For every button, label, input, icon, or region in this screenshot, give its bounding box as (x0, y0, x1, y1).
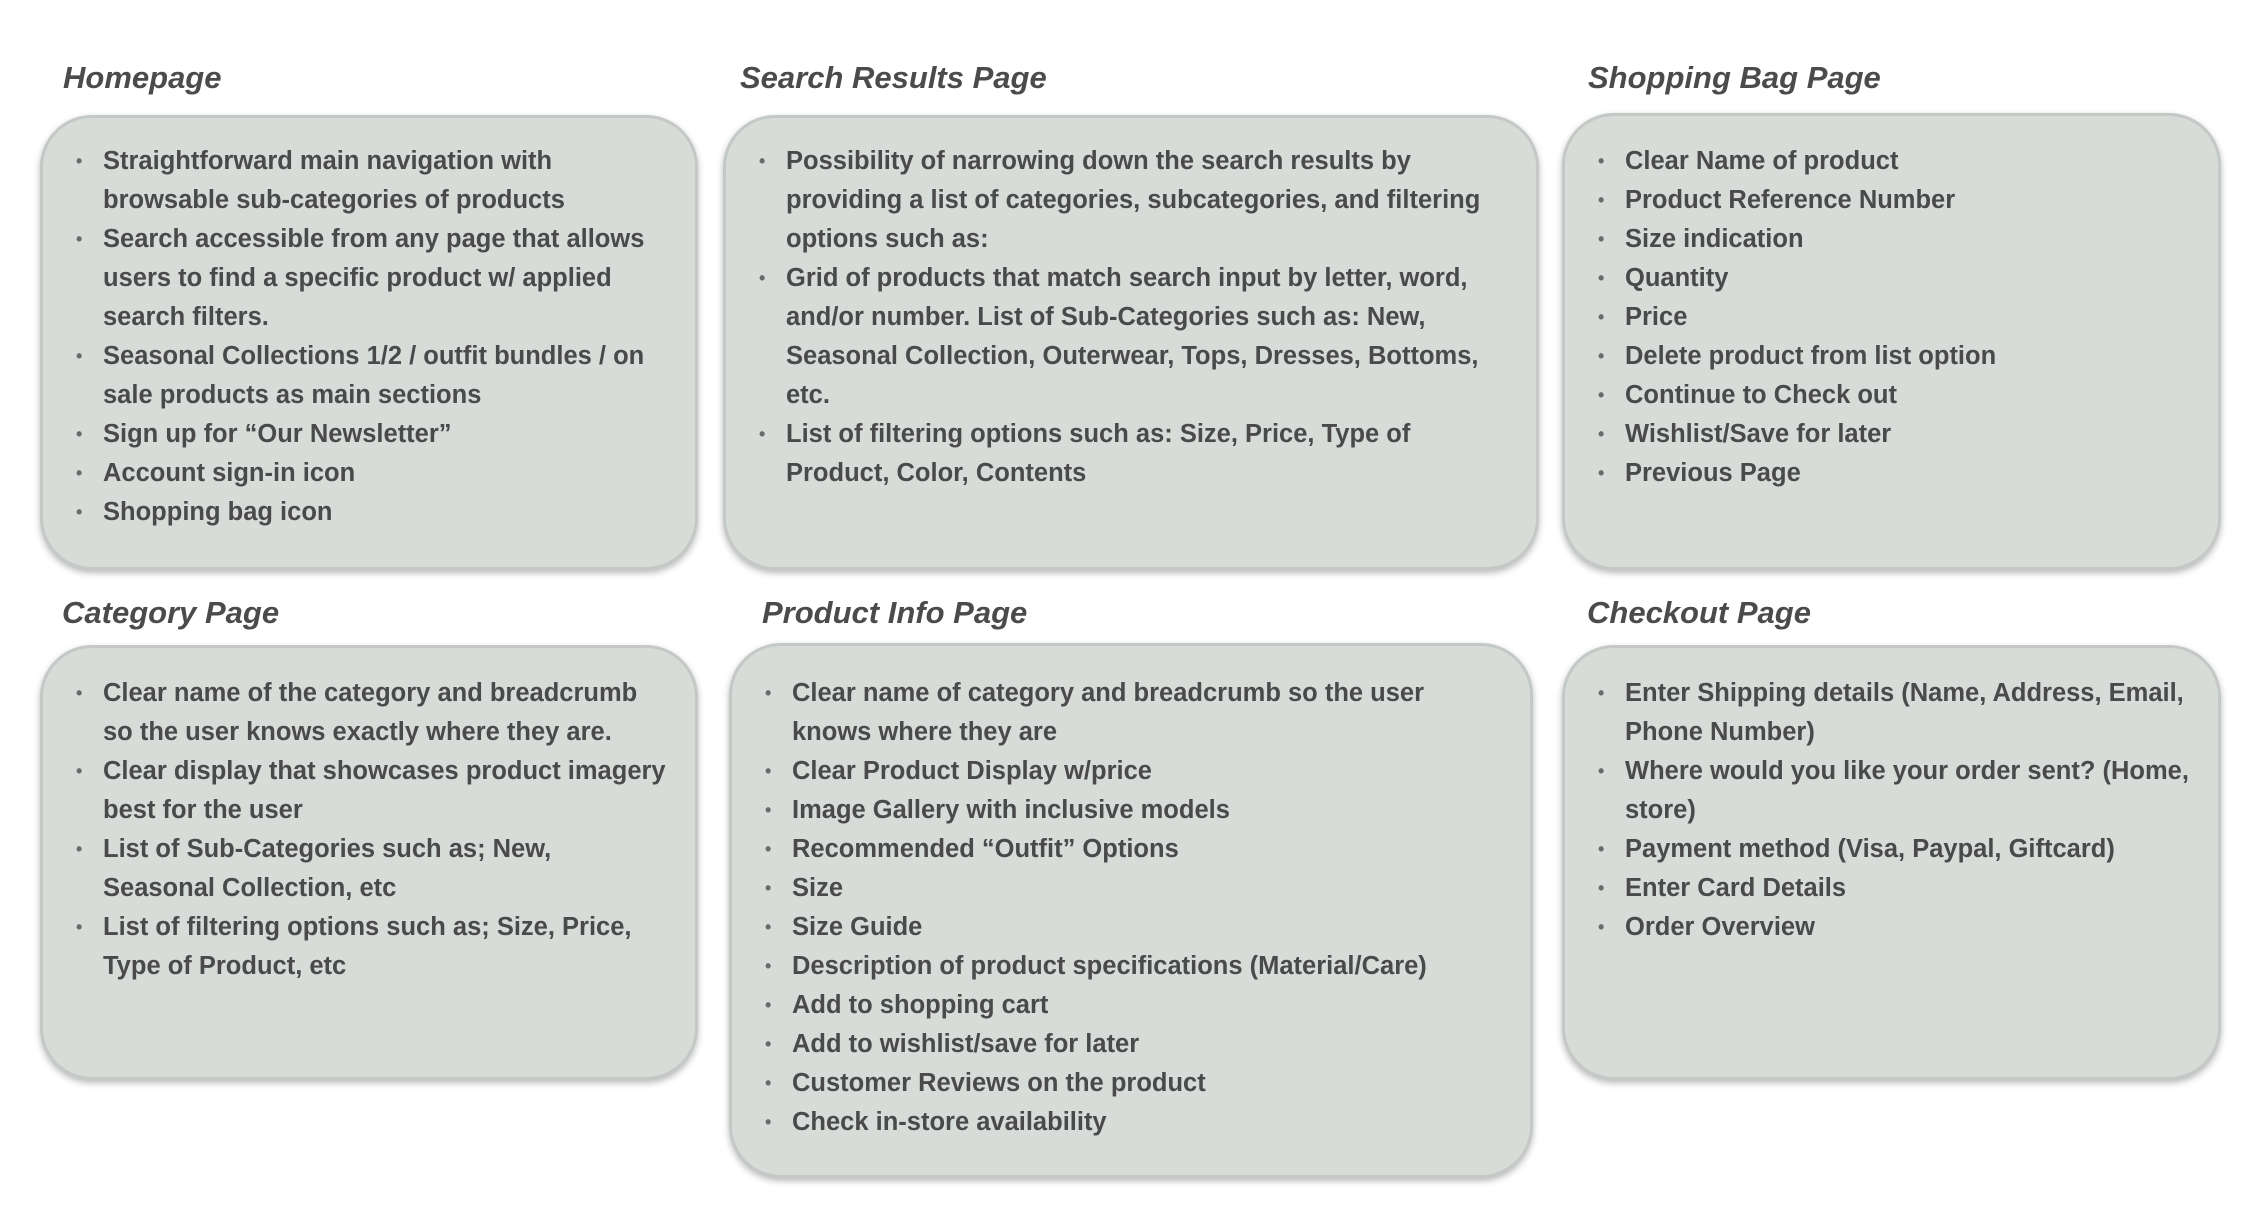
shopping-bag-list (1565, 142, 2190, 493)
list-item: • Previous Page (1565, 454, 2190, 493)
list-item: • Size Guide (732, 908, 1500, 947)
category-list (43, 674, 667, 986)
list-item: • Quantity (1565, 259, 2190, 298)
list-item: • Seasonal Collections 1/2 / outfit bundles / on sale products as main sections (43, 337, 665, 415)
product-info-card (729, 643, 1533, 1178)
list-item: • Size indication (1565, 220, 2190, 259)
list-item: • Recommended “Outfit” Options (732, 830, 1500, 869)
shopping-bag-card (1562, 113, 2221, 570)
list-item: • Order Overview (1565, 908, 2196, 947)
list-item: • Clear display that showcases product imagery best for the user (43, 752, 667, 830)
list-item: • Where would you like your order sent? (Home, store) (1565, 752, 2196, 830)
list-item: • Clear name of category and breadcrumb so the user knows where they are (732, 674, 1500, 752)
homepage-title: Homepage (63, 60, 222, 95)
list-item: • Add to wishlist/save for later (732, 1025, 1500, 1064)
list-item: • List of Sub-Categories such as; New, Seasonal Collection, etc (43, 830, 667, 908)
list-item: • Possibility of narrowing down the search results by providing a list of categories, subcategories, and filtering options such as: (726, 142, 1508, 259)
category-title: Category Page (62, 595, 280, 630)
list-item: • Wishlist/Save for later (1565, 415, 2190, 454)
list-item: • Description of product specifications (Material/Care) (732, 947, 1500, 986)
checkout-title: Checkout Page (1587, 595, 1811, 630)
list-item: • Product Reference Number (1565, 181, 2190, 220)
list-item: • Shopping bag icon (43, 493, 665, 532)
list-item: • List of filtering options such as; Size, Price, Type of Product, etc (43, 908, 667, 986)
search-results-list (726, 142, 1508, 493)
checkout-card (1562, 645, 2221, 1080)
product-info-title: Product Info Page (762, 595, 1028, 630)
list-item: • Customer Reviews on the product (732, 1064, 1500, 1103)
list-item: • Image Gallery with inclusive models (732, 791, 1500, 830)
list-item: • Search accessible from any page that allows users to find a specific product w/ applied search filters. (43, 220, 665, 337)
list-item: • Delete product from list option (1565, 337, 2190, 376)
list-item: • Price (1565, 298, 2190, 337)
homepage-card (40, 115, 698, 570)
list-item: • Grid of products that match search input by letter, word, and/or number. List of Sub-Categories such as: New, Seasonal Collection, Outerwear, Tops, Dresses, Bottoms, etc. (726, 259, 1508, 415)
list-item: • Size (732, 869, 1500, 908)
list-item: • Payment method (Visa, Paypal, Giftcard) (1565, 830, 2196, 869)
category-card (40, 645, 698, 1080)
list-item: • Enter Shipping details (Name, Address, Email, Phone Number) (1565, 674, 2196, 752)
list-item: • Straightforward main navigation with browsable sub-categories of products (43, 142, 665, 220)
list-item: • Clear name of the category and breadcrumb so the user knows exactly where they are. (43, 674, 667, 752)
homepage-list (43, 142, 665, 532)
list-item: • Sign up for “Our Newsletter” (43, 415, 665, 454)
list-item: • Add to shopping cart (732, 986, 1500, 1025)
list-item: • Account sign-in icon (43, 454, 665, 493)
shopping-bag-title: Shopping Bag Page (1588, 60, 1881, 95)
list-item: • Clear Product Display w/price (732, 752, 1500, 791)
checkout-list (1565, 674, 2196, 947)
list-item: • Clear Name of product (1565, 142, 2190, 181)
search-results-title: Search Results Page (740, 60, 1047, 95)
list-item: • List of filtering options such as: Size, Price, Type of Product, Color, Contents (726, 415, 1508, 493)
list-item: • Continue to Check out (1565, 376, 2190, 415)
product-info-list (732, 674, 1500, 1142)
search-results-card (723, 115, 1539, 570)
list-item: • Enter Card Details (1565, 869, 2196, 908)
list-item: • Check in-store availability (732, 1103, 1500, 1142)
